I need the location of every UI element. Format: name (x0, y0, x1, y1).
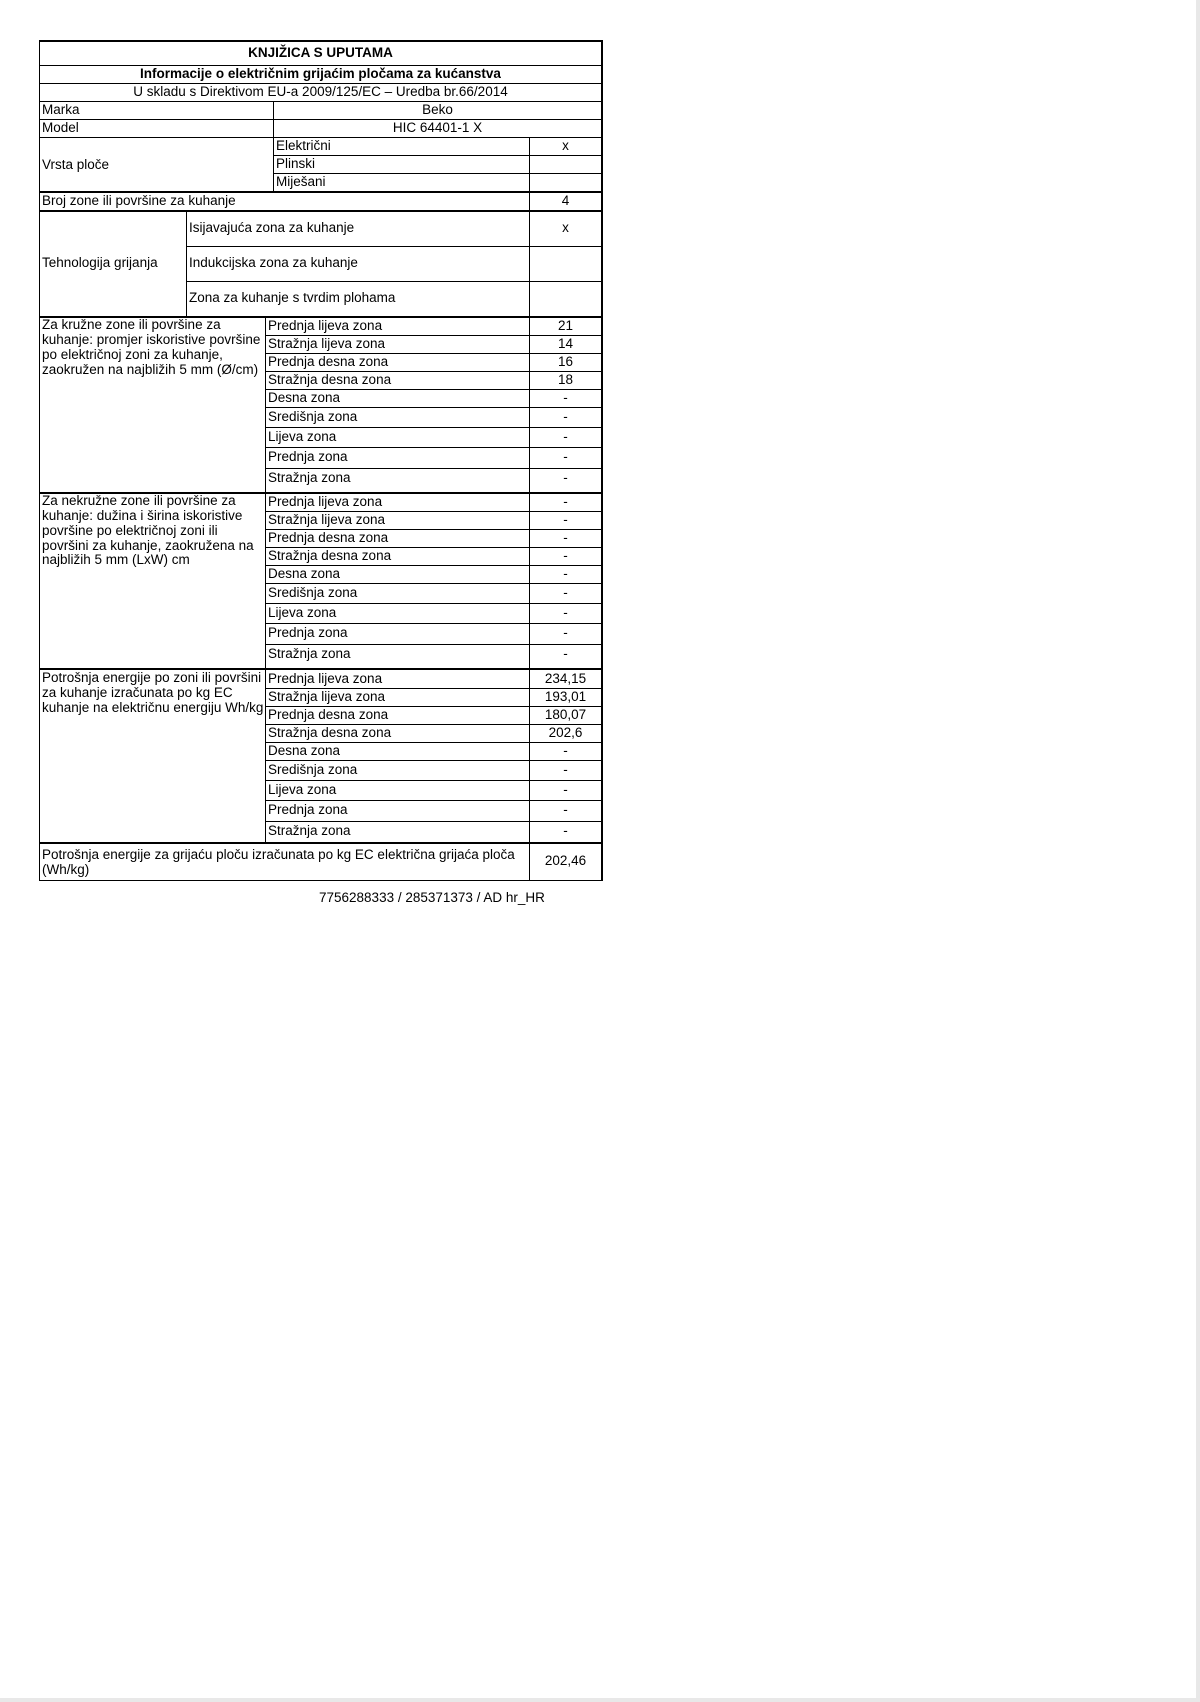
energy-per-zone-label: Potrošnja energije po zoni ili površini za kuhanje izračunata po kg EC kuhanje na električnu energiju Wh/kg (42, 670, 264, 715)
column-divider (265, 316, 266, 842)
heating-tech-label: Tehnologija grijanja (42, 254, 158, 270)
row-divider (265, 644, 602, 645)
row-divider (186, 281, 602, 282)
row-divider (265, 565, 602, 566)
zone-value: - (563, 408, 568, 424)
row-divider (265, 468, 602, 469)
sheet-title: KNJIŽICA S UPUTAMA (248, 44, 393, 60)
row-divider (39, 842, 602, 844)
row-divider (265, 353, 602, 354)
hob-type-mark (529, 174, 602, 191)
zone-value: 18 (557, 371, 574, 387)
row-divider (39, 83, 602, 84)
zone-name: Lijeva zona (268, 604, 337, 620)
zone-name: Desna zona (268, 742, 341, 758)
row-divider (39, 101, 602, 102)
row-divider (265, 447, 602, 448)
zone-value: - (563, 802, 568, 818)
zone-value: - (563, 645, 568, 661)
hob-type-option: Miješani (276, 174, 326, 190)
column-divider (273, 101, 274, 191)
zone-name: Stražnja zona (268, 822, 351, 838)
zone-value: 21 (557, 317, 574, 333)
circular-zones-label: Za kružne zone ili površine za kuhanje: promjer iskoristive površine po električnoj zoni za kuhanje, zaokružen na najbližih 5 mm (Ø/cm) (42, 317, 261, 377)
zone-value: 234,15 (544, 670, 587, 686)
zone-name: Središnja zona (268, 408, 358, 424)
zone-name: Lijeva zona (268, 781, 337, 797)
zone-name: Prednja zona (268, 802, 348, 818)
heating-tech-option: Isijavajuća zona za kuhanje (189, 220, 355, 236)
row-divider (39, 191, 602, 193)
brand-label: Marka (42, 102, 80, 118)
heating-tech-option: Zona za kuhanje s tvrdim plohama (189, 290, 396, 306)
heating-tech-mark (529, 281, 602, 316)
row-divider (39, 65, 602, 66)
noncircular-zones-label: Za nekružne zone ili površine za kuhanje: dužina i širina iskoristive površine po električnoj zoni ili površini za kuhanje, zaokružena na najbližih 5 mm (LxW) cm (42, 493, 254, 568)
row-divider (265, 511, 602, 512)
row-divider (265, 821, 602, 822)
zone-value: 202,6 (548, 724, 583, 740)
zone-value: - (563, 469, 568, 485)
zone-name: Stražnja desna zona (268, 547, 392, 563)
zone-name: Prednja desna zona (268, 706, 389, 722)
heating-tech-mark (529, 246, 602, 281)
energy-total-value: 202,46 (544, 853, 587, 869)
sheet-subtitle: Informacije o električnim grijaćim pločama za kućanstva (140, 66, 501, 82)
model-value: HIC 64401-1 X (392, 120, 483, 136)
zone-value: - (563, 493, 568, 509)
hob-type-option: Električni (276, 138, 331, 154)
table-border (601, 40, 603, 881)
row-divider (273, 155, 602, 156)
zone-name: Prednja lijeva zona (268, 317, 383, 333)
row-divider (265, 724, 602, 725)
zones-count-value: 4 (561, 192, 570, 208)
regulation-line: U skladu s Direktivom EU-a 2009/125/EC – Uredba br.66/2014 (133, 84, 508, 100)
row-divider (39, 316, 602, 318)
hob-type-mark (529, 156, 602, 173)
column-divider (186, 210, 187, 316)
zone-value: - (563, 565, 568, 581)
row-divider (39, 492, 602, 494)
zone-value: - (563, 389, 568, 405)
zone-name: Prednja zona (268, 625, 348, 641)
zone-name: Stražnja desna zona (268, 371, 392, 387)
zone-name: Stražnja lijeva zona (268, 688, 386, 704)
zone-name: Stražnja desna zona (268, 724, 392, 740)
zone-value: - (563, 584, 568, 600)
row-divider (265, 371, 602, 372)
hob-type-mark: x (562, 138, 569, 154)
row-divider (265, 407, 602, 408)
zone-value: - (563, 511, 568, 527)
zone-value: 180,07 (544, 706, 587, 722)
row-divider (265, 800, 602, 801)
row-divider (265, 389, 602, 390)
zone-name: Desna zona (268, 565, 341, 581)
row-divider (265, 688, 602, 689)
zones-count-label: Broj zone ili površine za kuhanje (42, 192, 236, 208)
zone-value: - (563, 529, 568, 545)
row-divider (265, 706, 602, 707)
zone-name: Prednja desna zona (268, 353, 389, 369)
zone-value: - (563, 547, 568, 563)
zone-value: - (563, 761, 568, 777)
table-border (39, 40, 40, 881)
table-border (39, 880, 602, 881)
heating-tech-option: Indukcijska zona za kuhanje (189, 255, 358, 271)
zone-value: - (563, 428, 568, 444)
zone-name: Lijeva zona (268, 428, 337, 444)
row-divider (265, 583, 602, 584)
zone-name: Prednja lijeva zona (268, 493, 383, 509)
brand-value: Beko (422, 102, 453, 118)
column-divider (529, 137, 530, 880)
zone-value: - (563, 604, 568, 620)
zone-value: - (563, 781, 568, 797)
model-label: Model (42, 120, 79, 136)
zone-name: Središnja zona (268, 584, 358, 600)
zone-name: Središnja zona (268, 761, 358, 777)
zone-value: - (563, 449, 568, 465)
zone-value: - (563, 742, 568, 758)
row-divider (39, 137, 602, 138)
heating-tech-mark: x (562, 220, 569, 236)
row-divider (265, 760, 602, 761)
row-divider (186, 246, 602, 247)
hob-type-label: Vrsta ploče (42, 156, 110, 172)
table-border (39, 40, 602, 42)
zone-name: Prednja zona (268, 449, 348, 465)
zone-name: Stražnja lijeva zona (268, 511, 386, 527)
document-code: 7756288333 / 285371373 / AD hr_HR (319, 890, 545, 905)
hob-type-option: Plinski (276, 156, 316, 172)
row-divider (265, 623, 602, 624)
zone-value: - (563, 822, 568, 838)
zone-name: Prednja desna zona (268, 529, 389, 545)
zone-value: 14 (557, 335, 574, 351)
energy-total-label: Potrošnja energije za grijaću ploču izračunata po kg EC električna grijaća ploča (Wh/kg) (42, 847, 515, 877)
row-divider (265, 742, 602, 743)
row-divider (39, 210, 602, 212)
row-divider (265, 547, 602, 548)
zone-name: Prednja lijeva zona (268, 670, 383, 686)
zone-value: 16 (557, 353, 574, 369)
zone-name: Stražnja lijeva zona (268, 335, 386, 351)
zone-name: Stražnja zona (268, 645, 351, 661)
row-divider (265, 427, 602, 428)
row-divider (39, 668, 602, 670)
row-divider (265, 603, 602, 604)
zone-name: Stražnja zona (268, 469, 351, 485)
zone-name: Desna zona (268, 389, 341, 405)
row-divider (273, 173, 602, 174)
row-divider (265, 335, 602, 336)
row-divider (265, 529, 602, 530)
zone-value: - (563, 625, 568, 641)
zone-value: 193,01 (544, 688, 587, 704)
row-divider (265, 780, 602, 781)
row-divider (39, 119, 602, 120)
